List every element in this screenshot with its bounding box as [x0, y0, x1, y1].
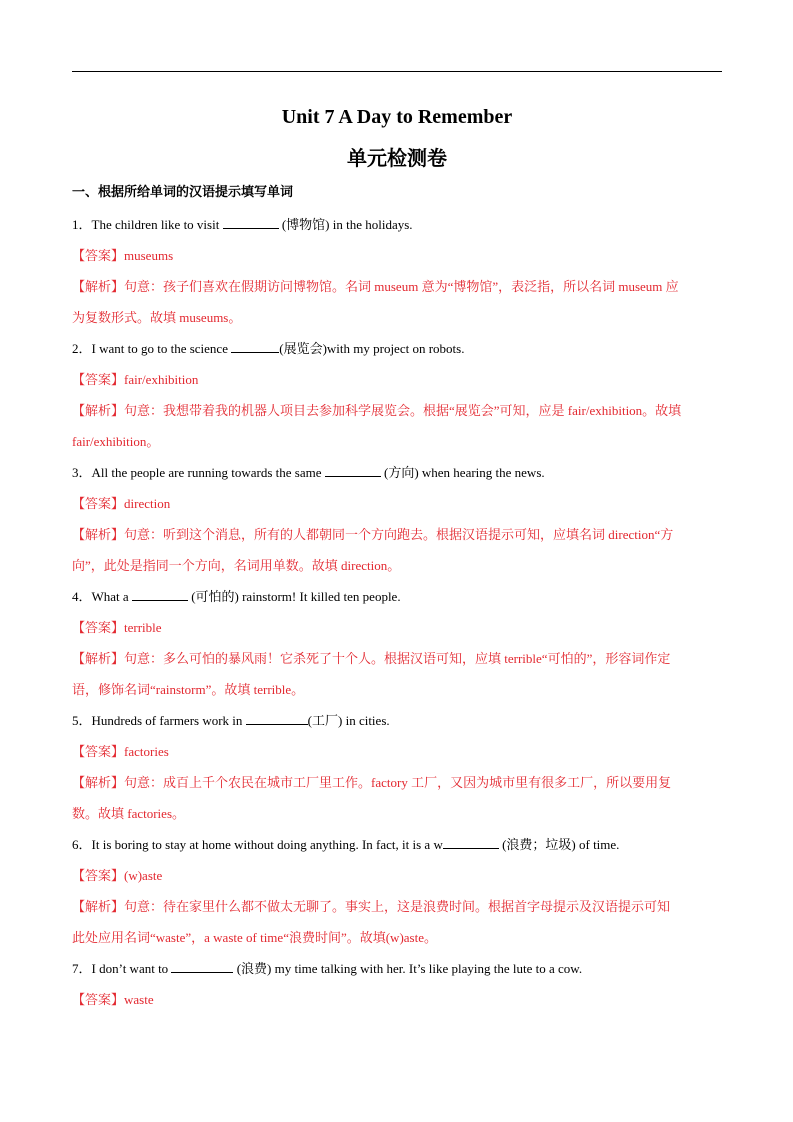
- question-text-before: Hundreds of farmers work in: [91, 713, 243, 728]
- analysis-text: 句意：听到这个消息，所有的人都朝同一个方向跑去。根据汉语提示可知，应填名词 direction“方: [124, 527, 674, 542]
- analysis-text: 语，修饰名词“rainstorm”。故填 terrible。: [72, 682, 305, 697]
- question-number: 1．: [72, 217, 92, 232]
- question-text-after: (可怕的) rainstorm! It killed ten people.: [191, 589, 401, 604]
- answer-label: 【答案】: [72, 248, 125, 263]
- answer-5: [72, 740, 722, 771]
- answer-blank: [443, 835, 499, 849]
- analysis-label: 【解析】: [72, 403, 125, 418]
- analysis-text: 句意：我想带着我的机器人项目去参加科学展览会。根据“展览会”可知，应是 fair/exhibition。故填: [124, 403, 682, 418]
- analysis-4: [72, 647, 722, 678]
- answer-value: factories: [124, 744, 169, 759]
- analysis-3-cont: [72, 554, 722, 585]
- question-4: [72, 585, 722, 616]
- answer-value: (w)aste: [124, 868, 163, 883]
- analysis-6-cont: [72, 926, 722, 957]
- analysis-label: 【解析】: [72, 651, 125, 666]
- question-text-before: I want to go to the science: [91, 341, 228, 356]
- question-text-after: (博物馆) in the holidays.: [281, 217, 413, 232]
- question-7: [72, 957, 722, 988]
- page-title: Unit 7 A Day to Remember: [281, 106, 513, 128]
- question-text-before: What a: [91, 589, 129, 604]
- question-number: 3．: [72, 465, 92, 480]
- analysis-label: 【解析】: [72, 775, 125, 790]
- answer-2: [72, 368, 722, 399]
- question-list: [72, 213, 722, 1019]
- answer-blank: [223, 215, 279, 229]
- answer-label: 【答案】: [72, 744, 125, 759]
- analysis-5-cont: [72, 802, 722, 833]
- question-text-before: The children like to visit: [91, 217, 220, 232]
- question-number: 6．: [72, 837, 92, 852]
- answer-value: terrible: [124, 620, 162, 635]
- answer-label: 【答案】: [72, 496, 125, 511]
- question-2: [72, 337, 722, 368]
- analysis-text: 此处应用名词“waste”，a waste of time“浪费时间”。故填(w)aste。: [72, 930, 437, 945]
- answer-blank: [171, 959, 233, 973]
- answer-value: waste: [124, 992, 154, 1007]
- analysis-3: [72, 523, 722, 554]
- answer-value: fair/exhibition: [124, 372, 199, 387]
- analysis-text: 数。故填 factories。: [72, 806, 186, 821]
- answer-label: 【答案】: [72, 992, 125, 1007]
- question-text-before: It is boring to stay at home without doing anything. In fact, it is a w: [91, 837, 443, 852]
- question-text-after: (展览会)with my project on robots.: [279, 341, 465, 356]
- analysis-text: 向”，此处是指同一个方向，名词用单数。故填 direction。: [72, 558, 401, 573]
- analysis-text: 句意：孩子们喜欢在假期访问博物馆。名词 museum 意为“博物馆”，表泛指，所以名词 museum 应: [124, 279, 679, 294]
- analysis-1: [72, 275, 722, 306]
- analysis-label: 【解析】: [72, 279, 125, 294]
- question-text-after: (浪费；垃圾) of time.: [502, 837, 620, 852]
- answer-value: museums: [124, 248, 174, 263]
- question-3: [72, 461, 722, 492]
- question-6: [72, 833, 722, 864]
- analysis-5: [72, 771, 722, 802]
- analysis-2: [72, 399, 722, 430]
- answer-label: 【答案】: [72, 372, 125, 387]
- question-number: 2．: [72, 341, 92, 356]
- answer-3: [72, 492, 722, 523]
- question-5: [72, 709, 722, 740]
- header-rule: [72, 71, 722, 72]
- answer-4: [72, 616, 722, 647]
- question-number: 7．: [72, 961, 92, 976]
- question-number: 4．: [72, 589, 92, 604]
- question-text-before: I don’t want to: [91, 961, 169, 976]
- analysis-2-cont: [72, 430, 722, 461]
- question-text-after: (工厂) in cities.: [307, 713, 390, 728]
- analysis-4-cont: [72, 678, 722, 709]
- analysis-6: [72, 895, 722, 926]
- answer-7: [72, 988, 722, 1019]
- page-subtitle: 单元检测卷: [347, 146, 447, 170]
- question-1: [72, 213, 722, 244]
- question-text-before: All the people are running towards the same: [91, 465, 322, 480]
- answer-blank: [132, 587, 188, 601]
- answer-blank: [325, 463, 381, 477]
- analysis-text: 为复数形式。故填 museums。: [72, 310, 242, 325]
- analysis-text: 句意：待在家里什么都不做太无聊了。事实上，这是浪费时间。根据首字母提示及汉语提示可知: [124, 899, 671, 914]
- answer-1: [72, 244, 722, 275]
- analysis-text: 句意：多么可怕的暴风雨！它杀死了十个人。根据汉语可知，应填 terrible“可怕的”，形容词作定: [124, 651, 671, 666]
- answer-6: [72, 864, 722, 895]
- analysis-text: fair/exhibition。: [72, 434, 160, 449]
- answer-value: direction: [124, 496, 171, 511]
- analysis-label: 【解析】: [72, 527, 125, 542]
- question-text-after: (浪费) my time talking with her. It’s like playing the lute to a cow.: [236, 961, 583, 976]
- analysis-label: 【解析】: [72, 899, 125, 914]
- section-heading: 一、根据所给单词的汉语提示填写单词: [72, 185, 294, 200]
- answer-blank: [231, 339, 279, 353]
- answer-label: 【答案】: [72, 620, 125, 635]
- question-text-after: (方向) when hearing the news.: [383, 465, 545, 480]
- analysis-text: 句意：成百上千个农民在城市工厂里工作。factory 工厂，又因为城市里有很多工厂，所以要用复: [124, 775, 672, 790]
- analysis-1-cont: [72, 306, 722, 337]
- question-number: 5．: [72, 713, 92, 728]
- answer-blank: [246, 711, 308, 725]
- answer-label: 【答案】: [72, 868, 125, 883]
